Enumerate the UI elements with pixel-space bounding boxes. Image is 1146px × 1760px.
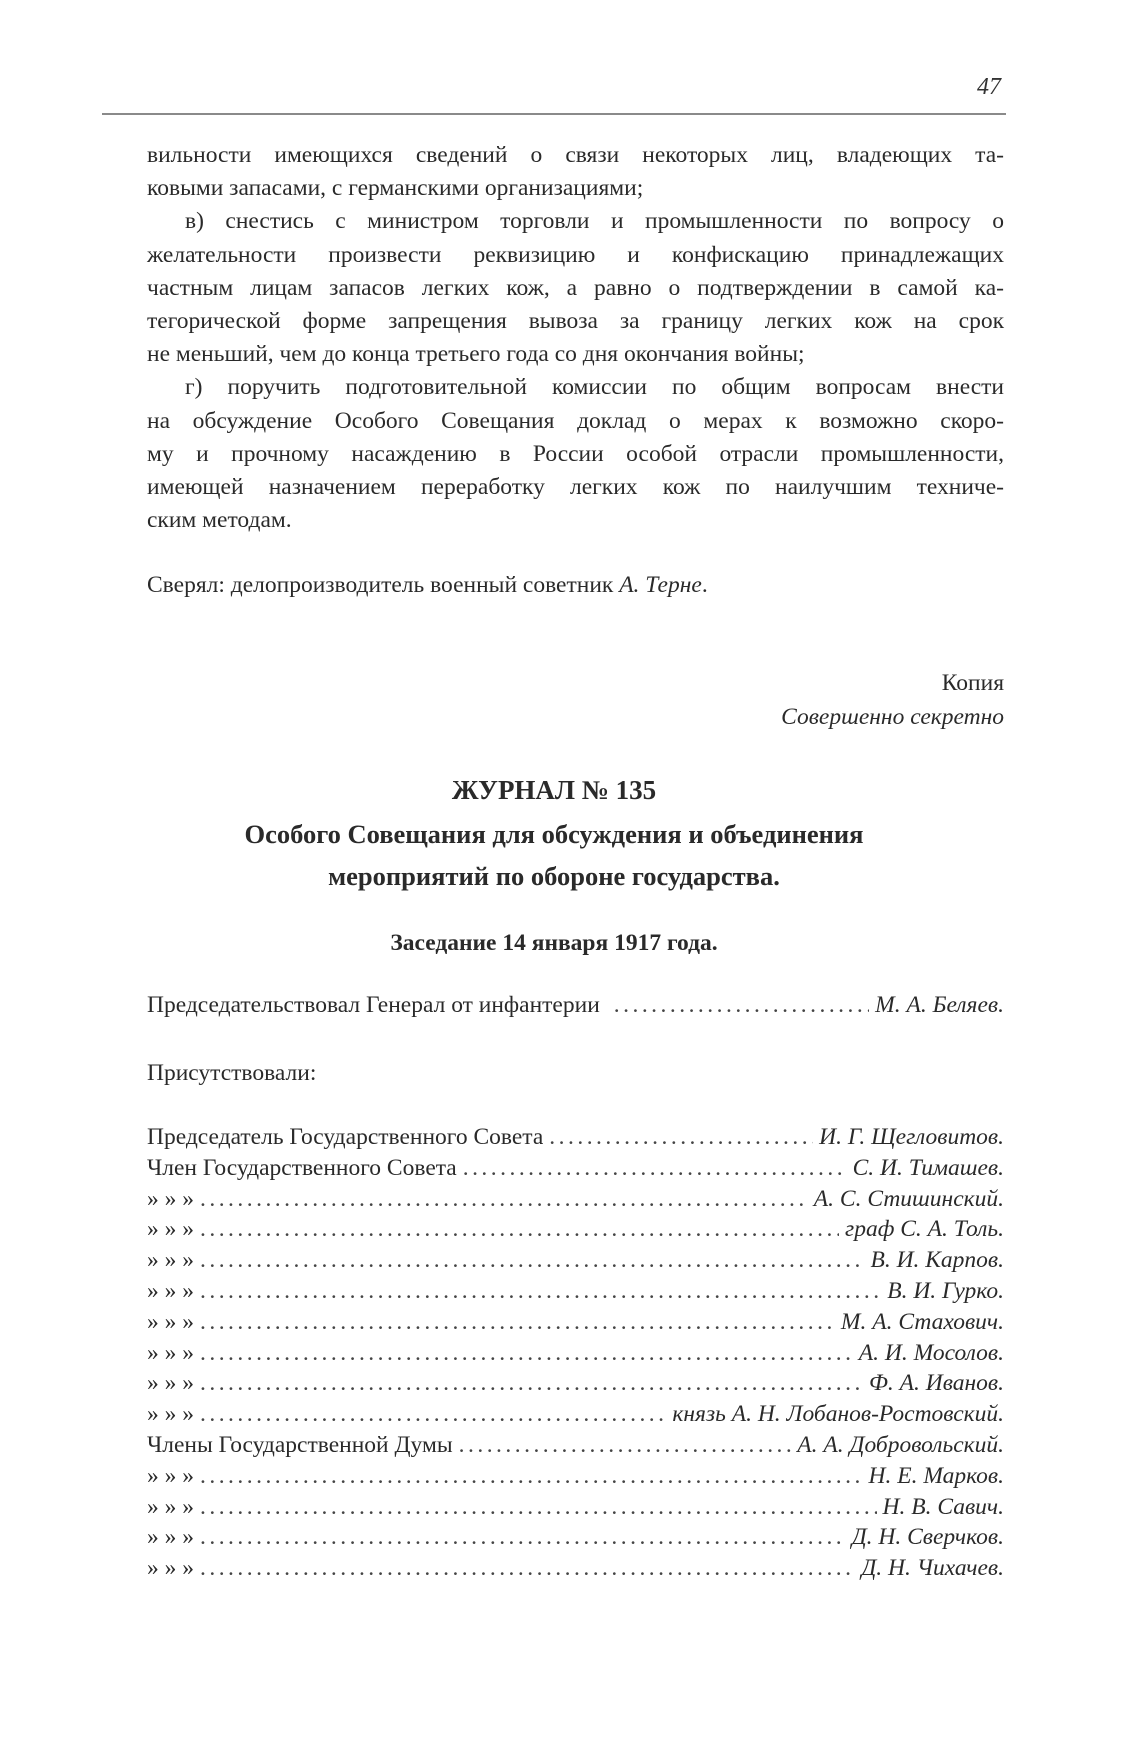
attendee-role: » » » [147, 1185, 194, 1212]
attendee-row [147, 1155, 1004, 1182]
leader-dots [200, 1370, 863, 1397]
attendee-role: Члены Государственной Думы [147, 1432, 453, 1458]
attendee-row [147, 1494, 1004, 1521]
attendee-row [147, 1247, 1004, 1274]
attendee-role: » » » [147, 1370, 194, 1397]
attendee-role: » » » [147, 1308, 194, 1335]
leader-dots [200, 1309, 835, 1336]
chair-name: М. А. Беляев. [875, 992, 1004, 1018]
attendee-role: » » » [147, 1339, 194, 1366]
attendee-row [147, 1555, 1004, 1582]
attendee-row [147, 1340, 1004, 1367]
continuation-text [147, 139, 1004, 537]
attendee-role: Председатель Государственного Совета [147, 1124, 544, 1150]
attendee-role: » » » [147, 1278, 194, 1304]
attendee-role: » » » [147, 1462, 194, 1489]
attendee-name: В. И. Гурко. [887, 1278, 1004, 1304]
leader-dots [200, 1401, 666, 1428]
text-line: г) поручить подготовительной комиссии по общим вопросам внести [185, 374, 1004, 401]
verification-note [147, 572, 708, 599]
attendee-name: И. Г. Щегловитов. [819, 1124, 1004, 1150]
attendee-row [147, 1432, 1004, 1459]
session-date: Заседание 14 января 1917 года. [390, 930, 718, 956]
leader-dots [200, 1247, 864, 1274]
leader-dots [200, 1216, 839, 1243]
attendee-role: » » » [147, 1401, 194, 1428]
attendee-name: Д. Н. Чихачев. [861, 1555, 1004, 1582]
leader-dots [200, 1278, 881, 1305]
page-number: 47 [977, 74, 1001, 100]
chair-label: Председательствовал Генерал от инфантерии [147, 992, 600, 1018]
attendee-role: » » » [147, 1524, 194, 1551]
attendee-row [147, 1463, 1004, 1490]
attendee-row [147, 1401, 1004, 1428]
present-label: Присутствовали: [147, 1060, 317, 1086]
leader-dots [459, 1432, 792, 1459]
attendee-row [147, 1278, 1004, 1305]
text-line: не меньший, чем до конца третьего года со дня окончания войны; [147, 341, 805, 368]
attendee-name: Ф. А. Иванов. [869, 1370, 1004, 1397]
leader-dots [200, 1555, 855, 1582]
leader-dots [200, 1340, 853, 1367]
attendee-row [147, 1370, 1004, 1397]
leader-dots [614, 992, 869, 1019]
attendee-row [147, 1309, 1004, 1336]
leader-dots [200, 1494, 877, 1521]
attendee-role: » » » [147, 1493, 194, 1520]
attendee-row [147, 1186, 1004, 1213]
attendee-name: А. А. Добровольский. [797, 1432, 1004, 1458]
journal-subtitle-line1: Особого Совещания для обсуждения и объединения [244, 819, 864, 849]
leader-dots [463, 1155, 847, 1182]
attendee-name: князь А. Н. Лобанов-Ростовский. [672, 1401, 1004, 1428]
journal-subtitle-line2: мероприятий по обороне государства. [328, 861, 780, 891]
classification-stamp: Совершенно секретно [781, 704, 1004, 730]
attendee-row [147, 1216, 1004, 1243]
attendee-name: А. И. Мосолов. [858, 1339, 1004, 1366]
text-line: му и прочному насаждению в России особой отрасли промышленности, [147, 440, 1004, 467]
text-line: ковыми запасами, с германскими организациями; [147, 175, 644, 202]
text-line: вильности имеющихся сведений о связи некоторых лиц, владеющих та- [147, 142, 1004, 168]
attendee-name: Н. В. Савич. [882, 1493, 1004, 1520]
attendee-role: » » » [147, 1216, 194, 1243]
attendee-name: Н. Е. Марков. [868, 1462, 1004, 1489]
attendee-name: С. И. Тимашев. [852, 1154, 1004, 1181]
attendee-row [147, 1124, 1004, 1151]
text-line: имеющей назначением переработку легких кож по наилучшим техниче- [147, 474, 1004, 501]
text-line: в) снестись с министром торговли и промышленности по вопросу о [185, 208, 1004, 235]
chair-row [147, 992, 1004, 1019]
journal-title: ЖУРНАЛ № 135 [451, 775, 657, 805]
attendee-role: Член Государственного Совета [147, 1154, 457, 1181]
attendee-name: граф С. А. Толь. [845, 1216, 1004, 1243]
copy-stamp: Копия [941, 670, 1004, 696]
attendee-name: Д. Н. Сверчков. [851, 1524, 1004, 1551]
attendee-name: В. И. Карпов. [870, 1247, 1004, 1274]
leader-dots [200, 1463, 863, 1490]
leader-dots [549, 1124, 813, 1151]
attendee-role: » » » [147, 1555, 194, 1582]
text-line: на обсуждение Особого Совещания доклад о мерах к возможно скоро- [147, 407, 1004, 434]
verification-prefix: Сверял: делопроизводитель военный советник [147, 572, 620, 598]
attendee-role: » » » [147, 1247, 194, 1274]
attendee-name: М. А. Стахович. [840, 1308, 1004, 1335]
text-line: тегорической форме запрещения вывоза за границу легких кож на срок [147, 308, 1004, 335]
text-line: частным лицам запасов легких кож, а равно о подтверждении в самой ка- [147, 274, 1004, 301]
leader-dots [200, 1524, 846, 1551]
text-line: ским методам. [147, 507, 292, 534]
verifier-name: А. Терне [619, 572, 702, 598]
attendee-name: А. С. Стишинский. [813, 1185, 1004, 1212]
header-rule [102, 113, 1006, 115]
attendee-row [147, 1524, 1004, 1551]
text-line: желательности произвести реквизицию и конфискацию принадлежащих [147, 241, 1004, 268]
leader-dots [200, 1186, 808, 1213]
verification-suffix: . [701, 572, 708, 598]
